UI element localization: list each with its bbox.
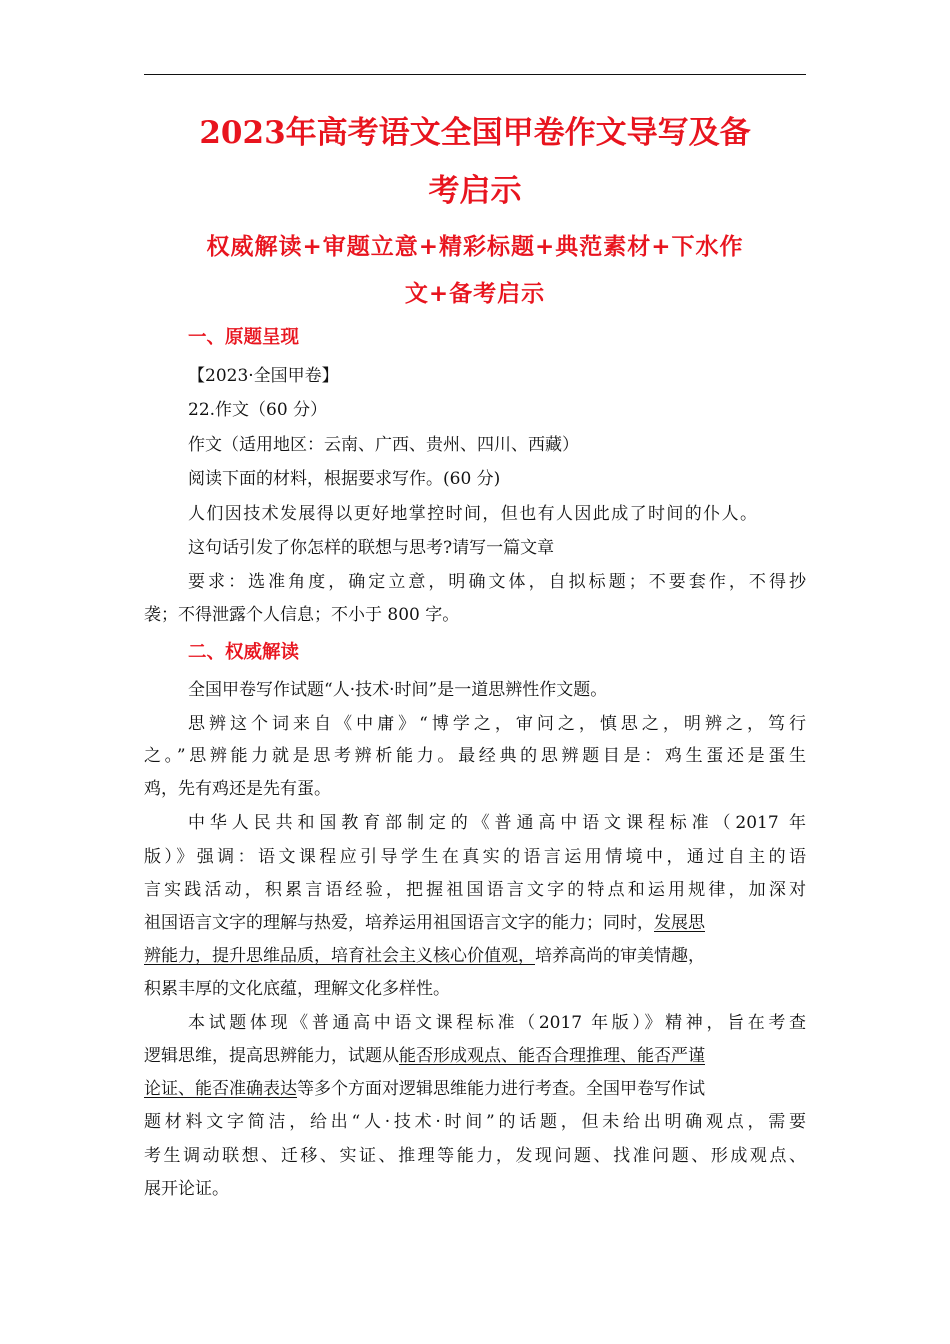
reading-paragraph-3-line-5	[144, 944, 705, 968]
title-line-1: 2023年高考语文全国甲卷作文导写及备	[199, 115, 751, 151]
reading-paragraph-3-line-5-text: 培养高尚的审美情趣，	[535, 946, 705, 966]
reading-paragraph-4-line-3	[144, 1077, 705, 1101]
reading-paragraph-4-line-3-text: 等多个方面对逻辑思维能力进行考查。全国甲卷写作试	[297, 1079, 705, 1099]
reading-paragraph-2-line-2: 之。”思辨能力就是思考辨析能力。最经典的思辨题目是：鸡生蛋还是蛋生	[144, 746, 806, 766]
header-rule	[144, 74, 806, 75]
reading-paragraph-4-line-1: 本试题体现《普通高中语文课程标准（2017 年版）》精神，旨在考查	[188, 1013, 806, 1033]
reading-paragraph-3-line-6: 积累丰厚的文化底蕴，理解文化多样性。	[144, 979, 450, 999]
question-instruction: 阅读下面的材料，根据要求写作。(60 分)	[188, 469, 501, 489]
underlined-phrase-abilities-1: 能否形成观点、能否合理推理、能否严谨	[399, 1046, 705, 1066]
title-line-2: 考启示	[428, 173, 522, 209]
question-requirement-line-1: 要求：选准角度，确定立意，明确文体，自拟标题；不要套作，不得抄	[188, 572, 806, 592]
section-heading-original-question: 一、原题呈现	[188, 327, 300, 348]
underlined-phrase-core-values: 辨能力，提升思维品质，培育社会主义核心价值观，	[144, 946, 535, 966]
reading-paragraph-4-line-4: 题材料文字简洁，给出“人·技术·时间”的话题，但未给出明确观点，需要	[144, 1112, 806, 1132]
subtitle-line-2: 文+备考启示	[404, 281, 546, 307]
reading-paragraph-4-line-5: 考生调动联想、迁移、实证、推理等能力，发现问题、找准问题、形成观点、	[144, 1146, 806, 1166]
section-heading-authoritative-reading: 二、权威解读	[188, 642, 300, 663]
question-requirement-line-2: 袭；不得泄露个人信息；不小于 800 字。	[144, 605, 460, 625]
underlined-phrase-abilities-2: 论证、能否准确表达	[144, 1079, 297, 1099]
reading-paragraph-4-line-2	[144, 1044, 705, 1068]
subtitle-line-1: 权威解读+审题立意+精彩标题+典范素材+下水作	[206, 234, 744, 260]
reading-paragraph-4-line-6: 展开论证。	[144, 1179, 229, 1199]
reading-paragraph-1: 全国甲卷写作试题“人·技术·时间”是一道思辨性作文题。	[188, 680, 608, 700]
reading-paragraph-3-line-4	[144, 911, 705, 935]
reading-paragraph-3-line-2: 版）》强调：语文课程应引导学生在真实的语言运用情境中，通过自主的语	[144, 847, 806, 867]
reading-paragraph-3-line-3: 言实践活动，积累言语经验，把握祖国语言文字的特点和运用规律，加深对	[144, 880, 806, 900]
reading-paragraph-3-line-4-text: 祖国语言文字的理解与热爱，培养运用祖国语言文字的能力；同时，	[144, 913, 654, 933]
reading-paragraph-2-line-1: 思辨这个词来自《中庸》“博学之，审问之，慎思之，明辨之，笃行	[188, 714, 806, 734]
question-region: 作文（适用地区：云南、广西、贵州、四川、西藏）	[188, 435, 579, 455]
reading-paragraph-3-line-1: 中华人民共和国教育部制定的《普通高中语文课程标准（2017 年	[188, 813, 806, 833]
question-material: 人们因技术发展得以更好地掌控时间，但也有人因此成了时间的仆人。	[188, 504, 759, 524]
reading-paragraph-2-line-3: 鸡，先有鸡还是先有蛋。	[144, 779, 331, 799]
question-number: 22.作文（60 分）	[188, 400, 328, 420]
underlined-phrase-develop-thinking: 发展思	[654, 913, 705, 933]
reading-paragraph-4-line-2-text: 逻辑思维，提高思辨能力，试题从	[144, 1046, 399, 1066]
question-source: 【2023·全国甲卷】	[188, 366, 339, 386]
question-prompt: 这句话引发了你怎样的联想与思考?请写一篇文章	[188, 538, 555, 558]
